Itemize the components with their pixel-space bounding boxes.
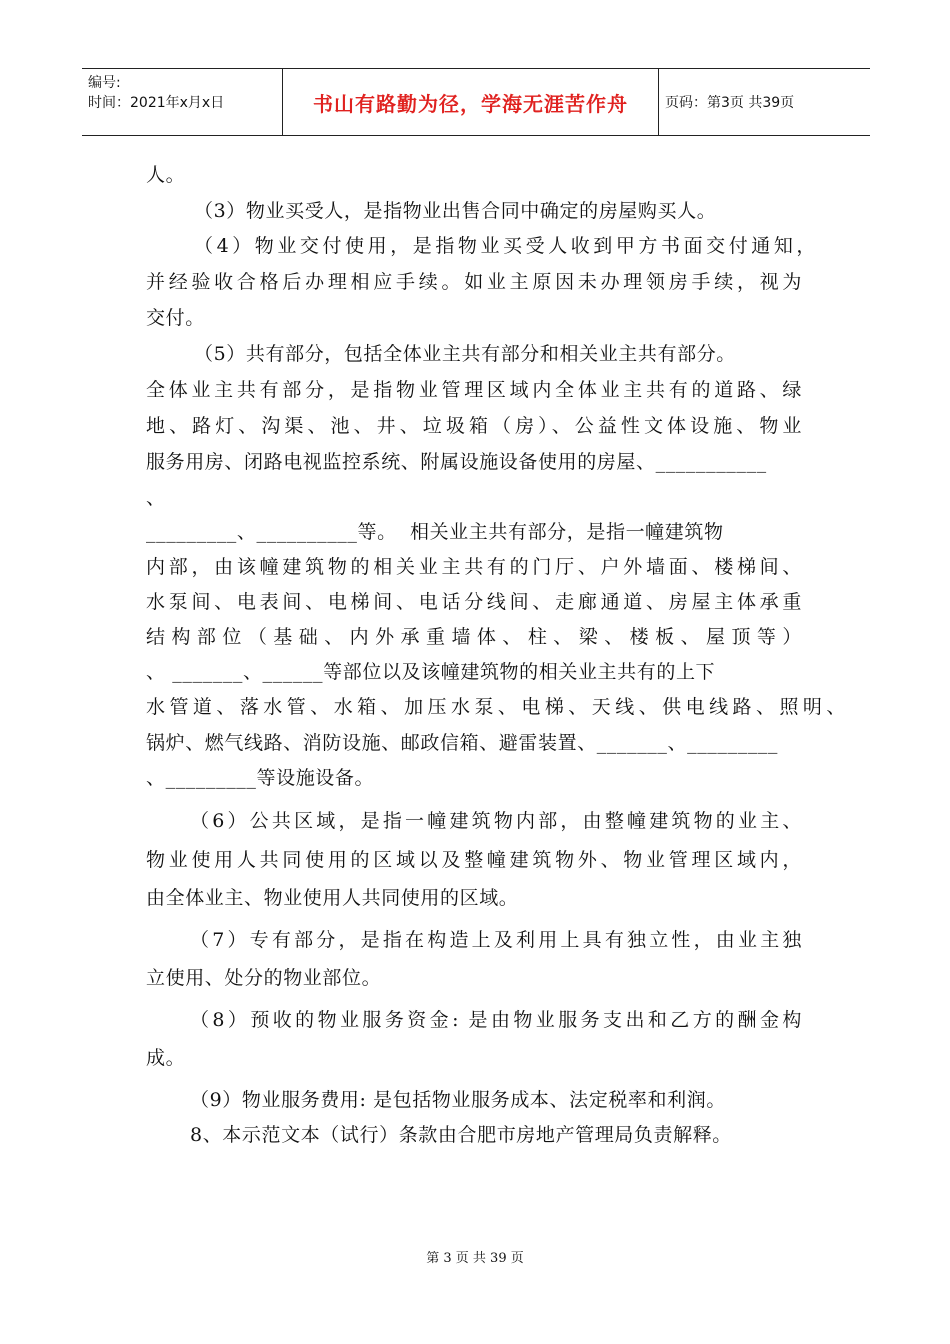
body-line: 物业使用人共同使用的区域以及整幢建筑物外、物业管理区域内，	[146, 849, 802, 871]
body-line: 、 _______、______等部位以及该幢建筑物的相关业主共有的上下	[146, 661, 716, 683]
document-header	[82, 68, 870, 136]
body-line: （8）预收的物业服务资金: 是由物业服务支出和乙方的酬金构	[190, 1009, 802, 1031]
body-line: 服务用房、闭路电视监控系统、附属设施设备使用的房屋、___________	[146, 451, 767, 473]
body-line: 成。	[146, 1047, 186, 1069]
body-line: 全体业主共有部分，是指物业管理区域内全体业主共有的道路、绿	[146, 379, 802, 401]
motto-text: 书山有路勤为径，学海无涯苦作舟	[313, 91, 628, 116]
body-line: （3）物业买受人，是指物业出售合同中确定的房屋购买人。	[194, 200, 717, 222]
date-label: 时间：2021年x月x日	[88, 95, 225, 111]
body-line: （9）物业服务费用: 是包括物业服务成本、法定税率和利润。	[190, 1089, 726, 1111]
body-line: 人。	[146, 164, 186, 186]
body-line: （4）物业交付使用，是指物业买受人收到甲方书面交付通知，	[194, 235, 816, 257]
body-line: 地、路灯、沟渠、池、井、垃圾箱（房）、公益性文体设施、物业	[146, 415, 802, 437]
serial-number-label: 编号:	[88, 75, 121, 91]
body-line: 锅炉、燃气线路、消防设施、邮政信箱、避雷装置、_______、_________	[146, 732, 779, 754]
header-page-cell	[659, 69, 870, 135]
body-line: 、	[146, 487, 166, 509]
body-line: （7）专有部分，是指在构造上及利用上具有独立性，由业主独	[190, 929, 802, 951]
body-line: 8、本示范文本（试行）条款由合肥市房地产管理局负责解释。	[190, 1124, 732, 1146]
body-line: 水管道、落水管、水箱、加压水泵、电梯、天线、供电线路、照明、	[146, 696, 846, 718]
body-line: 结构部位（基础、内外承重墙体、柱、梁、楼板、屋顶等）	[146, 626, 802, 648]
body-line: _________、__________等。 相关业主共有部分，是指一幢建筑物	[146, 521, 724, 543]
body-line: 交付。	[146, 307, 205, 329]
body-line: 水泵间、电表间、电梯间、电话分线间、走廊通道、房屋主体承重	[146, 591, 802, 613]
page-number-label: 页码：第3页 共39页	[665, 95, 795, 111]
body-line: （6）公共区域，是指一幢建筑物内部，由整幢建筑物的业主、	[190, 810, 802, 832]
body-line: 并经验收合格后办理相应手续。如业主原因未办理领房手续，视为	[146, 271, 802, 293]
body-line: （5）共有部分，包括全体业主共有部分和相关业主共有部分。	[194, 343, 736, 365]
body-line: 、_________等设施设备。	[146, 767, 375, 789]
body-line: 立使用、处分的物业部位。	[146, 967, 382, 989]
header-meta-cell	[82, 69, 283, 135]
body-line: 内部，由该幢建筑物的相关业主共有的门厅、户外墙面、楼梯间、	[146, 556, 802, 578]
body-line: 由全体业主、物业使用人共同使用的区域。	[146, 887, 519, 909]
page-footer: 第 3 页 共 39 页	[426, 1251, 524, 1266]
header-motto-cell	[283, 69, 659, 135]
